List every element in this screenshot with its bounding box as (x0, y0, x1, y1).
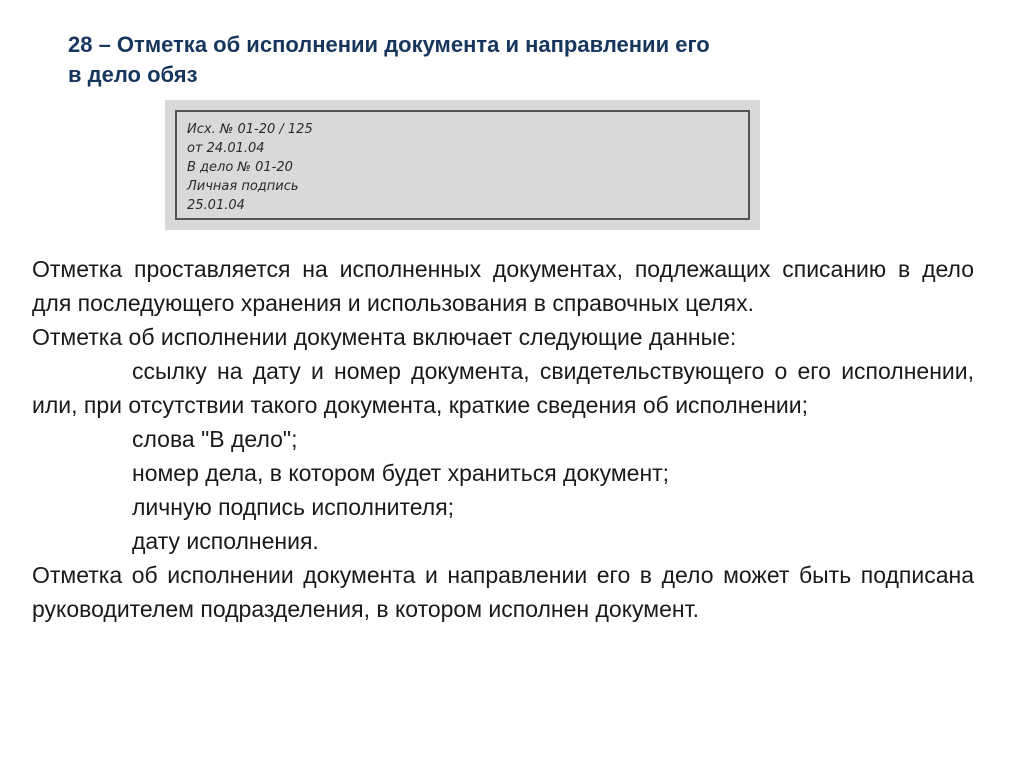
stamp-case-number: В дело № 01-20 (187, 160, 293, 175)
execution-stamp-sample (165, 100, 760, 230)
list-item-reference: ссылку на дату и номер документа, свидетельствующего о его исполнении, или, при отсутствии такого документа, краткие сведения об исполнении; (32, 358, 974, 418)
stamp-outgoing-number: Исх. № 01-20 / 125 (187, 122, 313, 137)
slide-body (32, 252, 974, 626)
list-item-in-case-words: слова "В дело"; (132, 426, 298, 452)
paragraph-contents-intro: Отметка об исполнении документа включает следующие данные: (32, 324, 737, 350)
paragraph-purpose: Отметка проставляется на исполненных документах, подлежащих списанию в дело для последующего хранения и использования в справочных целях. (32, 256, 974, 316)
slide-title (68, 30, 968, 90)
slide-title-line-2: в дело обяз (68, 62, 198, 87)
execution-stamp-frame (175, 110, 750, 220)
list-item-signature: личную подпись исполнителя; (132, 494, 455, 520)
slide-title-line-1: 28 – Отметка об исполнении документа и направлении его (68, 32, 710, 57)
stamp-signature: Личная подпись (187, 179, 299, 194)
stamp-execution-date: 25.01.04 (187, 198, 245, 213)
paragraph-signing: Отметка об исполнении документа и направлении его в дело может быть подписана руководителем подразделения, в котором исполнен документ. (32, 562, 974, 622)
list-item-date: дату исполнения. (132, 528, 319, 554)
list-item-case-number: номер дела, в котором будет храниться документ; (132, 460, 670, 486)
stamp-date: от 24.01.04 (187, 141, 265, 156)
